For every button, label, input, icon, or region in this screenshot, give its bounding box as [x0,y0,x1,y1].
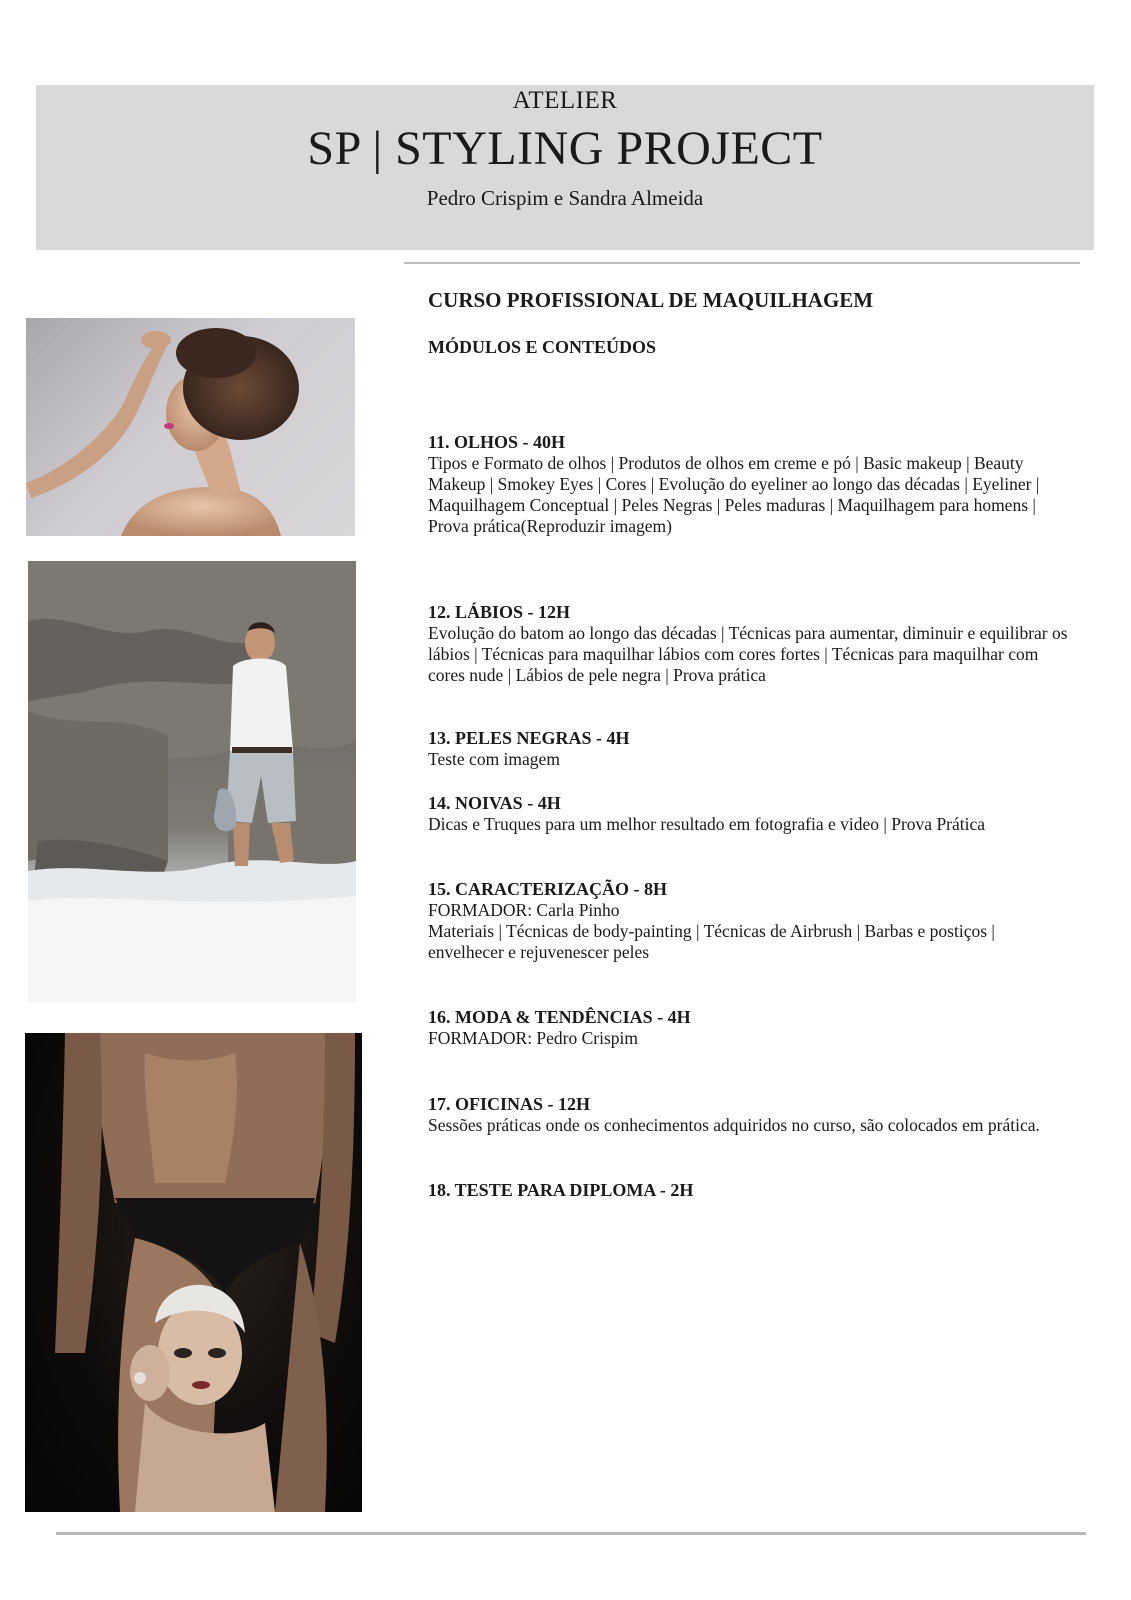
header-kicker-wrap [36,87,1094,115]
module-description: Dicas e Truques para um melhor resultado em fotografia e video | Prova Prática [428,814,986,834]
module-oficinas [428,1093,1068,1136]
photo-man-beach-illustration [28,561,356,1003]
module-trainer: FORMADOR: Pedro Crispim [428,1028,639,1048]
photo-studio-couple-illustration [25,1033,362,1512]
photo-woman-profile-illustration [26,318,355,536]
course-title: CURSO PROFISSIONAL DE MAQUILHAGEM [428,288,874,312]
module-caracterizacao [428,878,1068,963]
photo-man-beach [28,561,356,1003]
bottom-divider [56,1532,1086,1535]
module-teste-diploma [428,1179,1068,1201]
module-description: Teste com imagem [428,749,560,769]
module-labios [428,601,1068,686]
module-title: 17. OFICINAS - 12H [428,1094,591,1114]
module-title: 12. LÁBIOS - 12H [428,602,571,622]
module-olhos [428,431,1068,537]
photo-studio-couple [25,1033,362,1512]
module-title: 16. MODA & TENDÊNCIAS - 4H [428,1007,691,1027]
module-moda-tendencias [428,1006,1068,1049]
module-title: 18. TESTE PARA DIPLOMA - 2H [428,1180,694,1200]
module-description: Materiais | Técnicas de body-painting | Técnicas de Airbrush | Barbas e postiços | envelhecer e rejuvenescer peles [428,921,995,962]
module-peles-negras [428,727,1068,770]
module-title: 15. CARACTERIZAÇÃO - 8H [428,879,668,899]
header-kicker: ATELIER [512,87,618,114]
module-description: Sessões práticas onde os conhecimentos adquiridos no curso, são colocados em prática. [428,1115,1040,1135]
module-noivas [428,792,1068,835]
module-title: 14. NOIVAS - 4H [428,793,561,813]
modules-heading: MÓDULOS E CONTEÚDOS [428,337,657,357]
module-trainer: FORMADOR: Carla Pinho [428,900,620,920]
module-title: 13. PELES NEGRAS - 4H [428,728,630,748]
top-divider [404,262,1080,264]
authors-subtitle: Pedro Crispim e Sandra Almeida [426,186,704,210]
page-title: SP | STYLING PROJECT [307,122,823,175]
module-description: Tipos e Formato de olhos | Produtos de olhos em creme e pó | Basic makeup | Beauty Makeup | Smokey Eyes | Cores | Evolução do eyeliner ao longo das décadas | Eyeliner | Maquilhagem Conceptual | Peles Negras | Peles maduras | Maquilhagem para homens | Prova prática(Reproduzir imagem) [428,453,1040,536]
module-title: 11. OLHOS - 40H [428,432,566,452]
photo-woman-profile [26,318,355,536]
module-description: Evolução do batom ao longo das décadas | Técnicas para aumentar, diminuir e equilibrar os lábios | Técnicas para maquilhar lábios com cores fortes | Técnicas para maquilhar com cores nude | Lábios de pele negra | Prova prática [428,623,1068,685]
